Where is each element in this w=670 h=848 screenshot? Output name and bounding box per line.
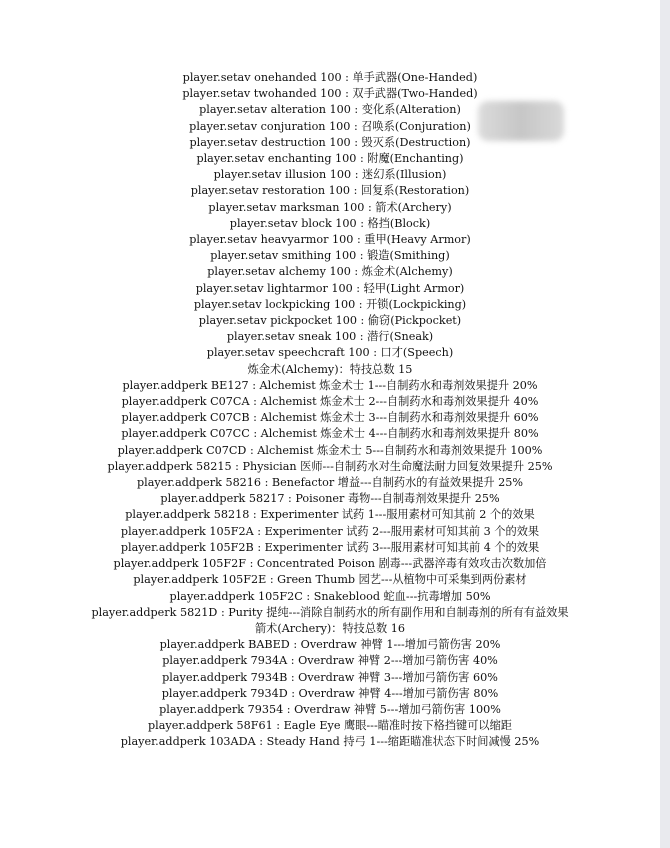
perk-concentrated-poison: player.addperk 105F2F : Concentrated Poison 剧毒---武器淬毒有效攻击次数加倍 [113,557,547,571]
line-illusion: player.setav illusion 100 : 迷幻系(Illusion) [213,168,447,182]
perk-overdraw-1: player.addperk BABED : Overdraw 神臂 1---增加弓箭伤害 20% [159,638,501,652]
perk-alchemist-5: player.addperk C07CD : Alchemist 炼金术士 5---自制药水和毒剂效果提升 100% [117,443,543,457]
perk-overdraw-2: player.addperk 7934A : Overdraw 神臂 2---增加弓箭伤害 40% [162,654,498,668]
line-sneak: player.setav sneak 100 : 潜行(Sneak) [226,330,434,344]
line-alchemy: player.setav alchemy 100 : 炼金术(Alchemy) [207,265,453,279]
line-lightarmor: player.setav lightarmor 100 : 轻甲(Light Armor) [195,281,465,295]
perk-purity: player.addperk 5821D : Purity 提纯---消除自制药水的所有副作用和自制毒剂的所有有益效果 [91,605,569,619]
perk-alchemist-3: player.addperk C07CB : Alchemist 炼金术士 3---自制药水和毒剂效果提升 60% [121,411,539,425]
line-restoration: player.setav restoration 100 : 回复系(Restoration) [190,184,470,198]
line-block: player.setav block 100 : 格挡(Block) [229,216,431,230]
perk-eagle-eye: player.addperk 58F61 : Eagle Eye 鹰眼---瞄准时按下格挡键可以缩距 [148,719,512,733]
perk-alchemist-1: player.addperk BE127 : Alchemist 炼金术士 1---自制药水和毒剂效果提升 20% [122,378,538,392]
perk-overdraw-4: player.addperk 7934D : Overdraw 神臂 4---增加弓箭伤害 80% [161,686,499,700]
perk-experimenter-3: player.addperk 105F2B : Experimenter 试药 3---服用素材可知其前 4 个的效果 [120,540,540,554]
line-enchanting: player.setav enchanting 100 : 附魔(Enchanting) [196,152,464,166]
perk-steady-hand-1: player.addperk 103ADA : Steady Hand 持弓 1---缩距瞄准状态下时间减慢 25% [120,735,540,749]
line-lockpicking: player.setav lockpicking 100 : 开锁(Lockpicking) [193,297,467,311]
line-smithing: player.setav smithing 100 : 锻造(Smithing) [210,249,450,263]
perk-poisoner: player.addperk 58217 : Poisoner 毒物---自制毒剂效果提升 25% [160,492,500,506]
line-conjuration: player.setav conjuration 100 : 召唤系(Conjuration) [189,119,471,133]
line-marksman: player.setav marksman 100 : 箭术(Archery) [208,200,452,214]
line-speechcraft: player.setav speechcraft 100 : 口才(Speech) [206,346,454,360]
console-command-list [85,70,575,751]
perk-physician: player.addperk 58215 : Physician 医师---自制药水对生命魔法耐力回复效果提升 25% [107,459,553,473]
perk-green-thumb: player.addperk 105F2E : Green Thumb 园艺---从植物中可采集到两份素材 [133,573,527,587]
section-heading-archery: 箭术(Archery)：特技总数 16 [254,621,406,635]
perk-overdraw-3: player.addperk 7934B : Overdraw 神臂 3---增加弓箭伤害 60% [162,670,498,684]
line-twohanded: player.setav twohanded 100 : 双手武器(Two-Handed) [182,87,478,101]
line-onehanded: player.setav onehanded 100 : 单手武器(One-Handed) [182,71,478,84]
perk-experimenter-2: player.addperk 105F2A : Experimenter 试药 2---服用素材可知其前 3 个的效果 [120,524,540,538]
page-edge [660,0,670,848]
perk-alchemist-4: player.addperk C07CC : Alchemist 炼金术士 4---自制药水和毒剂效果提升 80% [121,427,539,441]
line-heavyarmor: player.setav heavyarmor 100 : 重甲(Heavy Armor) [189,233,471,247]
line-destruction: player.setav destruction 100 : 毁灭系(Destruction) [189,135,471,149]
perk-benefactor: player.addperk 58216 : Benefactor 增益---自制药水的有益效果提升 25% [136,476,524,490]
perk-alchemist-2: player.addperk C07CA : Alchemist 炼金术士 2---自制药水和毒剂效果提升 40% [121,395,539,409]
line-pickpocket: player.setav pickpocket 100 : 偷窃(Pickpocket) [198,314,462,328]
section-heading-alchemy: 炼金术(Alchemy)：特技总数 15 [247,362,413,376]
perk-experimenter-1: player.addperk 58218 : Experimenter 试药 1---服用素材可知其前 2 个的效果 [125,508,535,522]
perk-snakeblood: player.addperk 105F2C : Snakeblood 蛇血---抗毒增加 50% [169,589,491,603]
perk-overdraw-5: player.addperk 79354 : Overdraw 神臂 5---增加弓箭伤害 100% [159,702,501,716]
line-alteration: player.setav alteration 100 : 变化系(Alteration) [199,103,461,117]
